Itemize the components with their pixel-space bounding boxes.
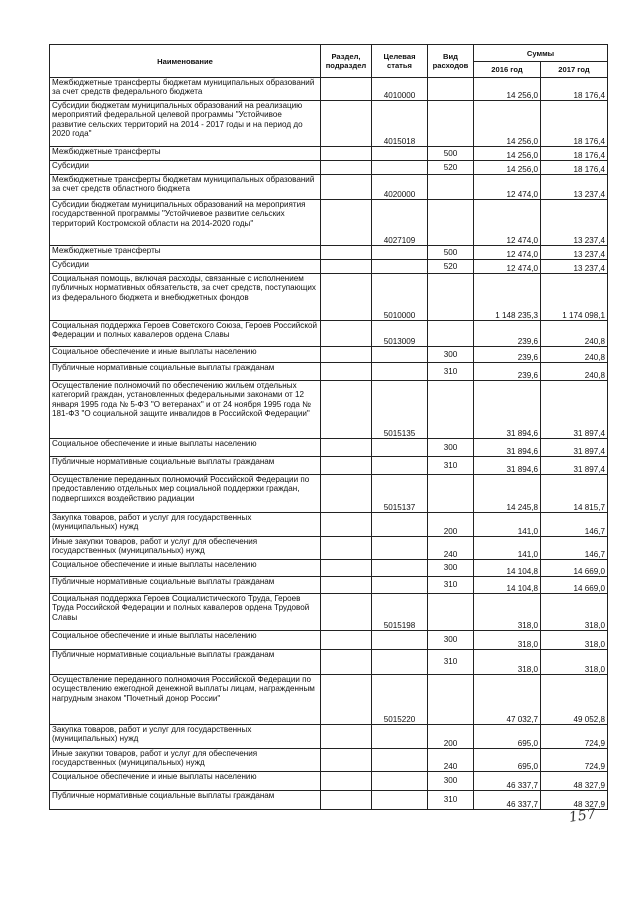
row-name: Межбюджетные трансферты — [50, 246, 321, 260]
row-target — [372, 725, 428, 749]
row-section — [321, 363, 372, 381]
table-row — [50, 675, 608, 725]
row-2016: 12 474,0 — [474, 260, 541, 274]
row-target — [372, 772, 428, 791]
table-row — [50, 101, 608, 147]
row-2016: 14 256,0 — [474, 161, 541, 175]
row-name: Социальное обеспечение и иные выплаты населению — [50, 560, 321, 577]
row-target: 5015220 — [372, 675, 428, 725]
row-section — [321, 594, 372, 631]
row-name: Осуществление полномочий по обеспечению жильем отдельных категорий граждан, установленных федеральными законами от 12 января 1995 года № 5-ФЗ "О ветеранах" и от 24 ноября 1995 года № 181-ФЗ "О социальной защите инвалидов в Российской Федерации" — [50, 381, 321, 439]
row-section — [321, 675, 372, 725]
table-row — [50, 363, 608, 381]
row-2017: 14 815,7 — [541, 475, 608, 513]
table-row — [50, 147, 608, 161]
row-2016: 31 894,6 — [474, 439, 541, 457]
table-row — [50, 161, 608, 175]
row-section — [321, 101, 372, 147]
row-target — [372, 260, 428, 274]
row-target: 5015137 — [372, 475, 428, 513]
row-2017: 240,8 — [541, 321, 608, 347]
row-target — [372, 650, 428, 675]
table-header — [50, 45, 608, 78]
row-2017: 48 327,9 — [541, 791, 608, 810]
row-name: Публичные нормативные социальные выплаты гражданам — [50, 577, 321, 594]
row-name: Осуществление переданных полномочий Российской Федерации по предоставлению отдельных мер социальной поддержки граждан, подвергшихся воздействию радиации — [50, 475, 321, 513]
row-name: Субсидии — [50, 260, 321, 274]
row-2016: 12 474,0 — [474, 246, 541, 260]
row-2016: 14 256,0 — [474, 147, 541, 161]
row-target: 4027109 — [372, 200, 428, 246]
row-target: 4010000 — [372, 78, 428, 101]
row-type: 300 — [428, 631, 474, 650]
row-name: Публичные нормативные социальные выплаты гражданам — [50, 457, 321, 475]
header-type: Вид расходов — [428, 45, 474, 78]
table-row — [50, 274, 608, 321]
row-2017: 146,7 — [541, 537, 608, 560]
row-2017: 31 897,4 — [541, 381, 608, 439]
row-section — [321, 749, 372, 772]
row-name: Иные закупки товаров, работ и услуг для обеспечения государственных (муниципальных) нужд — [50, 749, 321, 772]
table-row — [50, 260, 608, 274]
table-row — [50, 439, 608, 457]
row-section — [321, 260, 372, 274]
row-target — [372, 791, 428, 810]
table-row — [50, 246, 608, 260]
table-row — [50, 347, 608, 363]
row-name: Социальная поддержка Героев Социалистического Труда, Героев Труда Российской Федерации и полных кавалеров ордена Трудовой Славы — [50, 594, 321, 631]
row-2016: 31 894,6 — [474, 381, 541, 439]
row-section — [321, 631, 372, 650]
row-2016: 46 337,7 — [474, 772, 541, 791]
row-2016: 141,0 — [474, 513, 541, 537]
row-name: Закупка товаров, работ и услуг для государственных (муниципальных) нужд — [50, 513, 321, 537]
row-2017: 31 897,4 — [541, 457, 608, 475]
row-type: 310 — [428, 791, 474, 810]
row-2016: 14 104,8 — [474, 577, 541, 594]
row-type — [428, 175, 474, 200]
row-2017: 240,8 — [541, 363, 608, 381]
row-2017: 13 237,4 — [541, 260, 608, 274]
row-name: Социальное обеспечение и иные выплаты населению — [50, 772, 321, 791]
row-target — [372, 537, 428, 560]
row-2017: 13 237,4 — [541, 175, 608, 200]
row-2017: 318,0 — [541, 650, 608, 675]
row-target — [372, 161, 428, 175]
row-target — [372, 147, 428, 161]
row-type: 520 — [428, 260, 474, 274]
row-type: 500 — [428, 147, 474, 161]
row-type — [428, 475, 474, 513]
table-row — [50, 457, 608, 475]
row-target: 4015018 — [372, 101, 428, 147]
row-target — [372, 749, 428, 772]
row-target — [372, 246, 428, 260]
row-2017: 49 052,8 — [541, 675, 608, 725]
row-type: 300 — [428, 560, 474, 577]
row-2017: 13 237,4 — [541, 246, 608, 260]
row-2016: 239,6 — [474, 363, 541, 381]
row-type: 200 — [428, 725, 474, 749]
table-row — [50, 772, 608, 791]
row-type: 310 — [428, 650, 474, 675]
row-2017: 724,9 — [541, 725, 608, 749]
row-name: Социальная помощь, включая расходы, связанные с исполнением публичных нормативных обязательств, за счет средств, поступающих из федерального бюджета и внебюджетных фондов — [50, 274, 321, 321]
row-type: 500 — [428, 246, 474, 260]
row-2016: 239,6 — [474, 347, 541, 363]
table-body — [50, 78, 608, 810]
table-row — [50, 475, 608, 513]
row-2016: 318,0 — [474, 631, 541, 650]
row-section — [321, 457, 372, 475]
row-type — [428, 274, 474, 321]
table-row — [50, 537, 608, 560]
table-row — [50, 631, 608, 650]
row-type: 300 — [428, 439, 474, 457]
row-section — [321, 175, 372, 200]
row-2017: 48 327,9 — [541, 772, 608, 791]
table-row — [50, 200, 608, 246]
row-type — [428, 78, 474, 101]
row-type — [428, 101, 474, 147]
row-type: 310 — [428, 577, 474, 594]
header-name: Наименование — [50, 45, 321, 78]
row-target — [372, 577, 428, 594]
row-section — [321, 537, 372, 560]
row-type: 300 — [428, 772, 474, 791]
table-row — [50, 725, 608, 749]
row-target: 5015198 — [372, 594, 428, 631]
row-section — [321, 439, 372, 457]
row-section — [321, 577, 372, 594]
row-2016: 1 148 235,3 — [474, 274, 541, 321]
header-section: Раздел, подраздел — [321, 45, 372, 78]
row-2017: 318,0 — [541, 631, 608, 650]
row-2017: 13 237,4 — [541, 200, 608, 246]
row-2017: 18 176,4 — [541, 101, 608, 147]
table-row — [50, 749, 608, 772]
row-name: Публичные нормативные социальные выплаты гражданам — [50, 791, 321, 810]
row-2016: 31 894,6 — [474, 457, 541, 475]
row-2017: 18 176,4 — [541, 161, 608, 175]
row-target — [372, 513, 428, 537]
row-2017: 318,0 — [541, 594, 608, 631]
row-type — [428, 200, 474, 246]
row-2016: 141,0 — [474, 537, 541, 560]
row-type — [428, 381, 474, 439]
row-name: Осуществление переданного полномочия Российской Федерации по осуществлению ежегодной денежной выплаты лицам, награжденным нагрудным знаком "Почетный донор России" — [50, 675, 321, 725]
row-name: Социальное обеспечение и иные выплаты населению — [50, 439, 321, 457]
row-2017: 724,9 — [541, 749, 608, 772]
row-section — [321, 147, 372, 161]
header-sums: Суммы — [474, 45, 608, 62]
row-2017: 18 176,4 — [541, 78, 608, 101]
row-type: 520 — [428, 161, 474, 175]
table-row — [50, 321, 608, 347]
row-target: 5013009 — [372, 321, 428, 347]
row-type — [428, 321, 474, 347]
row-section — [321, 725, 372, 749]
table-row — [50, 381, 608, 439]
row-target: 5015135 — [372, 381, 428, 439]
table-row — [50, 78, 608, 101]
row-name: Социальное обеспечение и иные выплаты населению — [50, 631, 321, 650]
row-2017: 14 669,0 — [541, 560, 608, 577]
row-section — [321, 78, 372, 101]
row-type: 200 — [428, 513, 474, 537]
row-section — [321, 772, 372, 791]
row-section — [321, 321, 372, 347]
row-2017: 18 176,4 — [541, 147, 608, 161]
row-target — [372, 457, 428, 475]
row-type: 240 — [428, 749, 474, 772]
row-target — [372, 363, 428, 381]
row-name: Социальная поддержка Героев Советского Союза, Героев Российской Федерации и полных кавалеров ордена Славы — [50, 321, 321, 347]
row-2016: 12 474,0 — [474, 200, 541, 246]
row-type: 310 — [428, 363, 474, 381]
row-type: 310 — [428, 457, 474, 475]
row-2016: 14 256,0 — [474, 78, 541, 101]
row-name: Межбюджетные трансферты бюджетам муниципальных образований за счет средств областного бюджета — [50, 175, 321, 200]
row-target — [372, 631, 428, 650]
header-2017: 2017 год — [541, 62, 608, 78]
row-2016: 318,0 — [474, 650, 541, 675]
header-target: Целевая статья — [372, 45, 428, 78]
row-name: Социальное обеспечение и иные выплаты населению — [50, 347, 321, 363]
row-2016: 14 256,0 — [474, 101, 541, 147]
row-2017: 146,7 — [541, 513, 608, 537]
row-2017: 31 897,4 — [541, 439, 608, 457]
row-2017: 240,8 — [541, 347, 608, 363]
row-section — [321, 513, 372, 537]
row-section — [321, 246, 372, 260]
row-target — [372, 347, 428, 363]
table-row — [50, 560, 608, 577]
row-section — [321, 560, 372, 577]
row-target — [372, 439, 428, 457]
row-2016: 695,0 — [474, 749, 541, 772]
row-name: Иные закупки товаров, работ и услуг для обеспечения государственных (муниципальных) нужд — [50, 537, 321, 560]
row-name: Публичные нормативные социальные выплаты гражданам — [50, 650, 321, 675]
row-2016: 47 032,7 — [474, 675, 541, 725]
row-2016: 318,0 — [474, 594, 541, 631]
table-row — [50, 791, 608, 810]
row-section — [321, 650, 372, 675]
row-2016: 239,6 — [474, 321, 541, 347]
row-2016: 14 104,8 — [474, 560, 541, 577]
row-type: 300 — [428, 347, 474, 363]
header-2016: 2016 год — [474, 62, 541, 78]
row-type: 240 — [428, 537, 474, 560]
row-2016: 46 337,7 — [474, 791, 541, 810]
row-section — [321, 791, 372, 810]
row-2016: 695,0 — [474, 725, 541, 749]
row-2017: 1 174 098,1 — [541, 274, 608, 321]
row-2017: 14 669,0 — [541, 577, 608, 594]
row-2016: 12 474,0 — [474, 175, 541, 200]
row-2016: 14 245,8 — [474, 475, 541, 513]
row-name: Закупка товаров, работ и услуг для государственных (муниципальных) нужд — [50, 725, 321, 749]
row-name: Субсидии бюджетам муниципальных образований на мероприятия государственной программы "Устойчиевое развитие сельских территорий Костромской области на 2014-2020 годы" — [50, 200, 321, 246]
row-section — [321, 161, 372, 175]
row-target — [372, 560, 428, 577]
table-row — [50, 577, 608, 594]
page-number: 157 — [568, 806, 597, 826]
row-target: 4020000 — [372, 175, 428, 200]
row-name: Публичные нормативные социальные выплаты гражданам — [50, 363, 321, 381]
row-section — [321, 347, 372, 363]
table-row — [50, 513, 608, 537]
row-type — [428, 675, 474, 725]
row-name: Субсидии — [50, 161, 321, 175]
table-row — [50, 175, 608, 200]
table-row — [50, 594, 608, 631]
row-name: Межбюджетные трансферты бюджетам муниципальных образований за счет средств федерального бюджета — [50, 78, 321, 101]
row-target: 5010000 — [372, 274, 428, 321]
row-section — [321, 200, 372, 246]
row-section — [321, 381, 372, 439]
row-name: Субсидии бюджетам муниципальных образований на реализацию мероприятий федеральной целевой программы "Устойчивое развитие сельских территорий на 2014 - 2017 годы и на период до 2020 года" — [50, 101, 321, 147]
table-row — [50, 650, 608, 675]
row-section — [321, 475, 372, 513]
row-type — [428, 594, 474, 631]
budget-table — [49, 44, 608, 810]
row-name: Межбюджетные трансферты — [50, 147, 321, 161]
row-section — [321, 274, 372, 321]
